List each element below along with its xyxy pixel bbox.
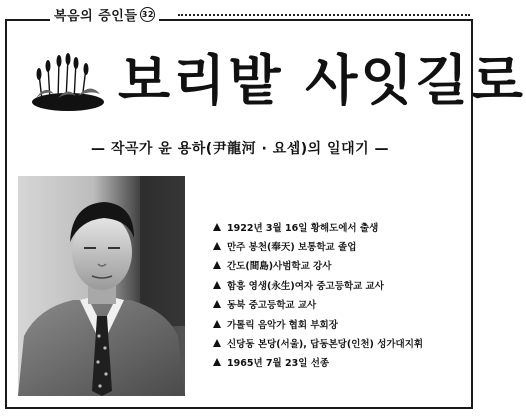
main-title: 보리밭 사잇길로 [118,49,526,112]
triangle-bullet-icon [213,300,221,308]
triangle-bullet-icon [213,223,221,231]
biography-list [213,217,475,372]
bio-item: 함흥 영생(永生)여자 중고등학교 교사 [213,275,475,294]
triangle-bullet-icon [213,358,221,366]
bio-item: 간도(間島)사범학교 강사 [213,256,475,275]
series-header [50,5,159,24]
bio-item: 만주 봉천(奉天) 보통학교 졸업 [213,236,475,255]
bio-item: 가톨릭 음악가 협회 부회장 [213,314,475,333]
triangle-bullet-icon [213,281,221,289]
triangle-bullet-icon [213,339,221,347]
portrait-photo [18,176,185,396]
series-title: 복음의 증인들 [54,9,138,24]
triangle-bullet-icon [213,242,221,250]
bio-item: 신당동 본당(서울), 답동본당(인천) 성가대지휘 [213,333,475,352]
subtitle: — 작곡가 윤 용하(尹龍河 · 요셉)의 일대기 — [90,141,390,157]
dotted-rule [178,14,470,16]
series-number-badge: 32 [140,7,155,22]
triangle-bullet-icon [213,261,221,269]
triangle-bullet-icon [213,320,221,328]
bio-item: 1922년 3월 16일 황해도에서 출생 [213,217,475,236]
bio-item: 동북 중고등학교 교사 [213,295,475,314]
barley-emblem-icon [28,54,108,112]
bio-item: 1965년 7월 23일 선종 [213,353,475,372]
